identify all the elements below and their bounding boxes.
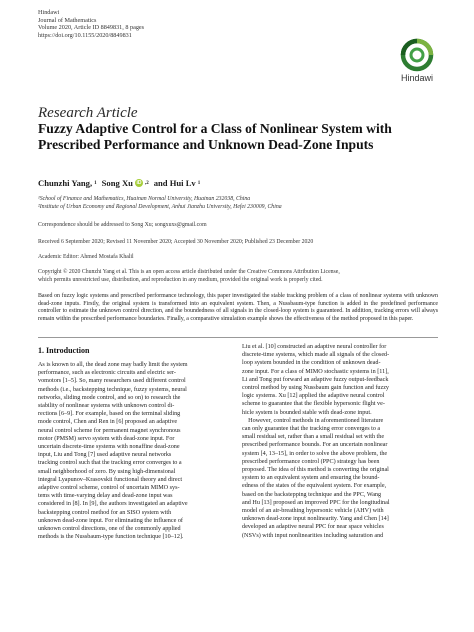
- copyright-notice: [38, 269, 340, 284]
- text-line: zone input. For a class of MIMO stochastic systems in [11],: [242, 368, 389, 375]
- publisher-name: Hindawi: [38, 9, 60, 16]
- author-3[interactable]: and Hui Lv: [153, 178, 196, 188]
- text-line: based on the backstepping technique and the PPC, Wang: [242, 491, 382, 498]
- author-list: [38, 178, 200, 188]
- author-3-affil: 1: [197, 180, 201, 186]
- copyright-line: which permits unrestricted use, distribution, and reproduction in any medium, provided the original work is properly cited.: [38, 276, 323, 283]
- paper-title: Fuzzy Adaptive Control for a Class of Nonlinear System with Prescribed Performance and Unknown Dead-Zone Inputs: [38, 121, 392, 152]
- text-line: edness of the states of the equivalent system. For example,: [242, 483, 387, 490]
- publisher-logo: [394, 38, 440, 83]
- hindawi-logo-icon: [397, 38, 437, 72]
- text-line: can only guarantee that the tracking error converges to a: [242, 426, 381, 433]
- text-line: adaptive control scheme, control of uncertain MIMO sys-: [38, 485, 180, 492]
- publication-dates: Received 6 September 2020; Revised 11 November 2020; Accepted 30 November 2020; Published 23 December 2020: [38, 239, 314, 245]
- copyright-line: Copyright © 2020 Chunzhi Yang et al. This is an open access article distributed under the Creative Commons Attribution License,: [38, 269, 340, 275]
- text-line: model of an air-breathing hypersonic vehicle (AHV) with: [242, 508, 384, 515]
- academic-editor: Academic Editor: Ahmed Mostafa Khalil: [38, 254, 134, 260]
- volume-info: Volume 2020, Article ID 8849831, 8 pages: [38, 24, 145, 32]
- section-divider: [38, 337, 438, 338]
- author-1[interactable]: Chunzhi Yang,: [38, 178, 93, 188]
- text-line: rections [6–9]. For example, based on the terminal sliding: [38, 411, 181, 418]
- text-line: integral Lyapunov–Krasovskii functional theory and direct: [38, 476, 183, 483]
- logo-text: Hindawi: [400, 73, 433, 83]
- author-2[interactable]: Song Xu: [101, 178, 133, 188]
- text-line: small residual set, rather than a small residual set with the: [242, 434, 385, 441]
- journal-header: [38, 9, 144, 39]
- text-line: tracking control such that the tracking error converges to a: [38, 460, 182, 467]
- text-line: methods is the Nussbaum-type function technique [10–12].: [38, 534, 184, 541]
- text-line: However, control methods in aforementioned literature: [242, 417, 384, 424]
- text-line: prescribed performance bounds. For an uncertain nonlinear: [242, 442, 388, 449]
- text-line: mode control, Chen and Ren in [6] proposed an adaptive: [38, 419, 178, 426]
- text-line: hicle system is bounded stable with dead-zone input.: [242, 409, 372, 416]
- text-line: prescribed performance control (PPC) strategy has been: [242, 458, 380, 465]
- left-column: [38, 361, 230, 541]
- text-line: discrete-time systems, which made all signals of the closed-: [242, 352, 390, 359]
- text-line: stability of nonlinear systems with unknown control di-: [38, 403, 175, 410]
- text-line: (NSVs) with input nonlinearities including saturation and: [242, 532, 384, 539]
- text-line: neural control scheme for permanent magnet synchronous: [38, 427, 181, 434]
- text-line: vomotors [1–5]. So, many researchers used different control: [38, 378, 186, 385]
- text-line: loop system bounded in the condition of unknown dead-: [242, 360, 381, 367]
- text-line: Liu et al. [10] constructed an adaptive neural controller for: [242, 344, 387, 350]
- text-line: unknown dead-zone input nonlinearity. Yang and Chen [14]: [242, 516, 389, 523]
- text-line: uncertain discrete-time systems with nonaffine dead-zone: [38, 444, 180, 451]
- text-line: motor (PMSM) servo system with dead-zone input. For: [38, 435, 175, 442]
- journal-name: Journal of Mathematics: [38, 16, 97, 24]
- text-line: Li and Tong put forward an adaptive fuzzy output-feedback: [242, 376, 389, 383]
- text-line: system [4, 13–15], in order to solve the above problem, the: [242, 450, 388, 457]
- doi-link[interactable]: https://doi.org/10.1155/2020/8849831: [38, 31, 132, 39]
- text-line: scheme to guarantee that the flexible hypersonic flight ve-: [242, 401, 385, 408]
- section-heading: 1. Introduction: [38, 346, 90, 355]
- affiliation-1: ¹School of Finance and Mathematics, Huainan Normal University, Huainan 232038, China: [38, 196, 251, 202]
- text-line: control method by using Nussbaum gain function and fuzzy: [242, 385, 390, 392]
- text-line: As is known to all, the dead zone may badly limit the system: [38, 362, 188, 368]
- article-type: Research Article: [38, 105, 138, 121]
- text-line: system to an equivalent system and ensuring the bound-: [242, 475, 380, 482]
- text-line: proposed. The idea of this method is converting the original: [242, 467, 389, 474]
- text-line: tems with time-varying delay and dead-zone input was: [38, 493, 173, 500]
- orcid-icon[interactable]: iD: [136, 180, 142, 186]
- text-line: unknown control directions, one of the commonly applied: [38, 526, 181, 533]
- correspondence: Correspondence should be addressed to Song Xu; songxuxs@gmail.com: [38, 222, 207, 228]
- author-1-affil: 1: [94, 180, 97, 186]
- affiliations: [38, 196, 282, 212]
- text-line: backstepping control method for an SISO system with: [38, 509, 172, 516]
- text-line: and Hu [13] proposed an improved PPC for the longitudinal: [242, 499, 390, 506]
- affiliation-2: ²Institute of Urban Economy and Regional Development, Anhui Jianzhu University, Hefei 230009, China: [38, 203, 282, 210]
- text-line: methods (i.e., backstepping technique, fuzzy systems, neural: [38, 386, 187, 393]
- abstract: Based on fuzzy logic systems and prescribed performance technology, this paper investigated the stable tracking problem of a class of nonlinear systems with unknown dead-zone inputs. Firstly, the original system is transformed into an equivalent system. Then, a Nussbaum-type function is added in the predefined performance controller to estimate the unknown control direction, and the boundedness of all signals in the closed-loop system is guaranteed. In addition, tracking errors will always remain within the prescribed performance boundaries. Finally, a comparative simulation example shows the effectiveness of the method proposed in this paper.: [38, 293, 438, 322]
- text-line: performance, such as electronic circuits and electric ser-: [38, 370, 176, 377]
- text-line: unknown dead-zone input. For eliminating the influence of: [38, 517, 183, 524]
- text-line: logic systems. Xu [12] applied the adaptive neural control: [242, 393, 385, 400]
- text-line: small neighborhood of zero. By using high-dimensional: [38, 468, 176, 475]
- text-line: considered in [8]. In [9], the authors investigated an adaptive: [38, 501, 188, 508]
- text-line: input, Liu and Tong [7] used adaptive neural networks: [38, 452, 172, 459]
- author-2-affil: ,2: [144, 180, 149, 186]
- right-column: [242, 343, 438, 540]
- text-line: developed an adaptive neural PPC for near space vehicles: [242, 524, 384, 531]
- text-line: networks, sliding mode control, and so on) to research the: [38, 394, 181, 401]
